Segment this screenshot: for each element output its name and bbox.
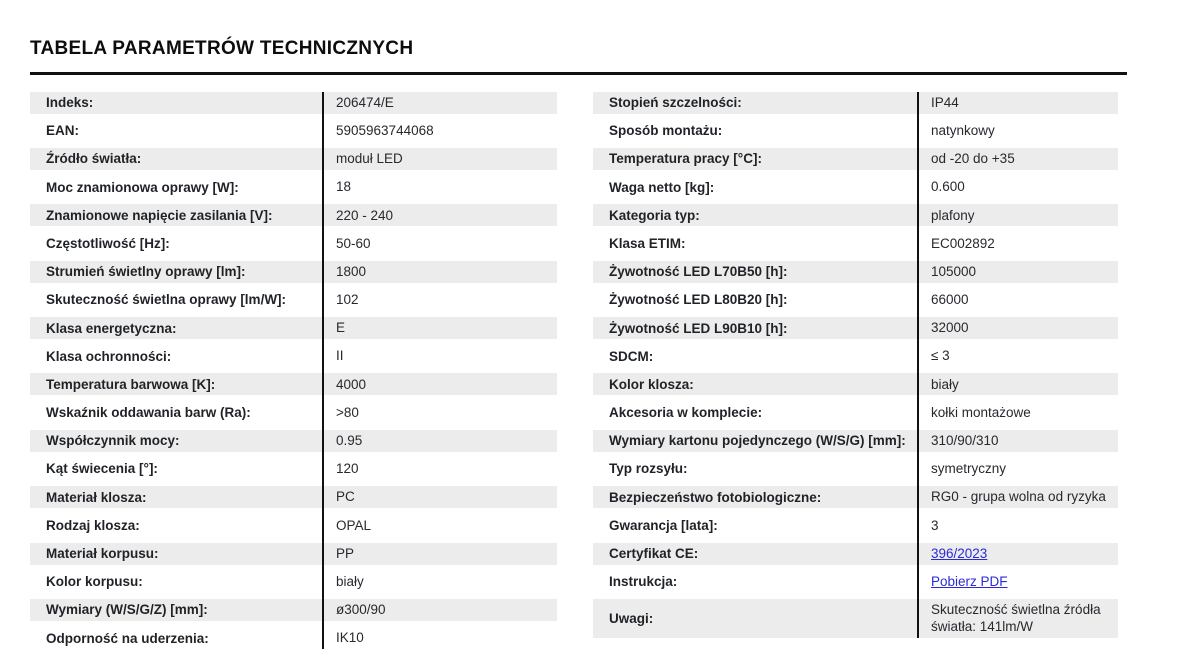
param-row-indeks bbox=[30, 92, 557, 114]
param-value: 66000 bbox=[931, 292, 969, 308]
param-value: 5905963744068 bbox=[336, 122, 434, 138]
param-value: 105000 bbox=[931, 263, 977, 279]
param-row-certyfikat-ce bbox=[593, 543, 1118, 565]
param-row-kategoria-typ bbox=[593, 204, 1118, 226]
param-row-kat-swiecenia bbox=[30, 458, 557, 480]
parameters-table-left bbox=[30, 92, 557, 650]
param-row-gwarancja-lata bbox=[593, 514, 1118, 536]
param-value: RG0 - grupa wolna od ryzyka bbox=[931, 489, 1106, 505]
param-value: IP44 bbox=[931, 94, 959, 110]
param-value: IK10 bbox=[336, 630, 364, 646]
param-label: Klasa energetyczna: bbox=[46, 320, 177, 336]
param-row-sposob-montazu bbox=[593, 120, 1118, 142]
param-value: symetryczny bbox=[931, 461, 1007, 477]
param-row-kolor-korpusu bbox=[30, 571, 557, 593]
param-label: Akcesoria w komplecie: bbox=[609, 405, 763, 421]
param-row-wymiary-kartonu-pojedynczego-w-s-g-mm bbox=[593, 430, 1118, 452]
param-label: Odporność na uderzenia: bbox=[46, 630, 209, 646]
param-row-stopien-szczelnosci bbox=[593, 92, 1118, 114]
param-row-zywotnosc-led-l80b20-h bbox=[593, 289, 1118, 311]
parameters-table-right bbox=[593, 92, 1118, 638]
param-label: Znamionowe napięcie zasilania [V]: bbox=[46, 207, 273, 223]
param-label: Uwagi: bbox=[609, 610, 654, 626]
param-row-odpornosc-na-uderzenia bbox=[30, 627, 557, 649]
param-value bbox=[917, 543, 1118, 565]
param-value: II bbox=[336, 348, 344, 364]
param-row-czestotliwosc-hz bbox=[30, 232, 557, 254]
param-value: 206474/E bbox=[336, 94, 394, 110]
param-label: Materiał klosza: bbox=[46, 489, 147, 505]
param-label: Żywotność LED L70B50 [h]: bbox=[609, 264, 788, 280]
param-row-waga-netto-kg bbox=[593, 176, 1118, 198]
page-title: TABELA PARAMETRÓW TECHNICZNYCH bbox=[30, 38, 414, 59]
param-row-strumien-swietlny-oprawy-lm bbox=[30, 261, 557, 283]
param-value: 0.95 bbox=[336, 433, 363, 448]
param-row-temperatura-barwowa-k bbox=[30, 373, 557, 395]
param-value: kołki montażowe bbox=[931, 404, 1031, 420]
param-value: 3 bbox=[931, 517, 939, 533]
param-value: 32000 bbox=[931, 320, 969, 336]
param-value: 18 bbox=[336, 179, 352, 195]
param-row-uwagi bbox=[593, 599, 1118, 638]
param-row-kolor-klosza bbox=[593, 373, 1118, 395]
param-row-sdcm bbox=[593, 345, 1118, 367]
param-value: plafony bbox=[931, 207, 975, 223]
param-label: Współczynnik mocy: bbox=[46, 433, 180, 449]
param-value: natynkowy bbox=[931, 122, 995, 138]
param-row-rodzaj-klosza bbox=[30, 514, 557, 536]
param-value: EC002892 bbox=[931, 235, 995, 251]
param-row-zywotnosc-led-l70b50-h bbox=[593, 261, 1118, 283]
param-value: 50-60 bbox=[336, 235, 371, 251]
param-row-skutecznosc-swietlna-oprawy-lm-w bbox=[30, 289, 557, 311]
param-value: OPAL bbox=[336, 517, 372, 533]
param-label: Instrukcja: bbox=[609, 574, 678, 590]
param-value: 0.600 bbox=[931, 179, 965, 195]
param-row-zywotnosc-led-l90b10-h bbox=[593, 317, 1118, 339]
param-value: biały bbox=[931, 376, 959, 392]
param-value: 1800 bbox=[336, 263, 367, 279]
param-value: 220 - 240 bbox=[336, 207, 394, 223]
param-row-klasa-etim bbox=[593, 232, 1118, 254]
certyfikat-ce-link[interactable]: 396/2023 bbox=[931, 545, 988, 561]
param-label: Częstotliwość [Hz]: bbox=[46, 235, 170, 251]
param-label: Materiał korpusu: bbox=[46, 546, 159, 561]
param-label: SDCM: bbox=[609, 348, 654, 364]
param-row-moc-znamionowa-oprawy-w bbox=[30, 176, 557, 198]
param-label: Bezpieczeństwo fotobiologiczne: bbox=[609, 489, 822, 505]
param-label: EAN: bbox=[46, 123, 79, 139]
param-value: ø300/90 bbox=[336, 602, 386, 618]
param-value: od -20 do +35 bbox=[931, 151, 1015, 167]
param-label: Temperatura pracy [°C]: bbox=[609, 151, 762, 167]
param-row-klasa-energetyczna bbox=[30, 317, 557, 339]
param-label: Typ rozsyłu: bbox=[609, 461, 688, 477]
param-row-temperatura-pracy-c bbox=[593, 148, 1118, 170]
param-label: Żywotność LED L90B10 [h]: bbox=[609, 320, 788, 336]
param-row-akcesoria-w-komplecie bbox=[593, 402, 1118, 424]
param-label: Żywotność LED L80B20 [h]: bbox=[609, 292, 788, 308]
param-label: Klasa ochronności: bbox=[46, 348, 172, 364]
param-label: Źródło światła: bbox=[46, 151, 142, 167]
param-row-wspolczynnik-mocy bbox=[30, 430, 557, 452]
param-label: Kąt świecenia [°]: bbox=[46, 461, 158, 477]
param-row-material-klosza bbox=[30, 486, 557, 508]
param-value: 4000 bbox=[336, 376, 367, 392]
param-label: Gwarancja [lata]: bbox=[609, 517, 718, 533]
param-value: ≤ 3 bbox=[931, 348, 950, 364]
param-label: Wskaźnik oddawania barw (Ra): bbox=[46, 405, 251, 421]
param-label: Kategoria typ: bbox=[609, 207, 700, 223]
param-value: PC bbox=[336, 489, 355, 505]
param-row-klasa-ochronnosci bbox=[30, 345, 557, 367]
param-label: Wymiary (W/S/G/Z) [mm]: bbox=[46, 602, 208, 618]
param-label: Kolor korpusu: bbox=[46, 574, 143, 590]
param-value: 310/90/310 bbox=[931, 433, 999, 448]
param-label: Rodzaj klosza: bbox=[46, 517, 140, 533]
param-label: Moc znamionowa oprawy [W]: bbox=[46, 179, 239, 195]
param-label: Sposób montażu: bbox=[609, 123, 723, 139]
param-row-material-korpusu bbox=[30, 543, 557, 565]
param-label: Kolor klosza: bbox=[609, 376, 694, 392]
param-value: biały bbox=[336, 573, 364, 589]
param-value: >80 bbox=[336, 404, 359, 420]
pobierz-pdf-link[interactable]: Pobierz PDF bbox=[931, 573, 1008, 589]
param-row-wymiary-w-s-g-z-mm bbox=[30, 599, 557, 621]
param-label: Indeks: bbox=[46, 95, 94, 110]
param-label: Temperatura barwowa [K]: bbox=[46, 376, 216, 392]
param-value: 102 bbox=[336, 292, 359, 308]
param-row-zrodlo-swiatla bbox=[30, 148, 557, 170]
param-value: E bbox=[336, 320, 346, 336]
param-label: Wymiary kartonu pojedynczego (W/S/G) [mm]: bbox=[609, 433, 906, 449]
param-value: moduł LED bbox=[336, 151, 403, 167]
param-label: Certyfikat CE: bbox=[609, 546, 699, 561]
param-row-bezpieczenstwo-fotobiologiczne bbox=[593, 486, 1118, 508]
title-underline-rule bbox=[30, 72, 1127, 75]
param-label: Stopień szczelności: bbox=[609, 95, 742, 110]
param-row-znamionowe-napiecie-zasilania-v bbox=[30, 204, 557, 226]
parameter-tables-container bbox=[30, 92, 1127, 650]
param-label: Klasa ETIM: bbox=[609, 235, 686, 251]
param-value: Skuteczność świetlna źródła światła: 141lm/W bbox=[931, 601, 1101, 635]
param-row-instrukcja bbox=[593, 571, 1118, 593]
param-label: Strumień świetlny oprawy [lm]: bbox=[46, 264, 246, 280]
param-row-wskaznik-oddawania-barw-ra bbox=[30, 402, 557, 424]
param-value: 120 bbox=[336, 461, 359, 477]
param-label: Skuteczność świetlna oprawy [lm/W]: bbox=[46, 292, 287, 308]
param-value: PP bbox=[336, 545, 355, 561]
param-label: Waga netto [kg]: bbox=[609, 179, 715, 195]
param-value bbox=[917, 571, 1118, 593]
param-row-typ-rozsylu bbox=[593, 458, 1118, 480]
param-row-ean bbox=[30, 120, 557, 142]
